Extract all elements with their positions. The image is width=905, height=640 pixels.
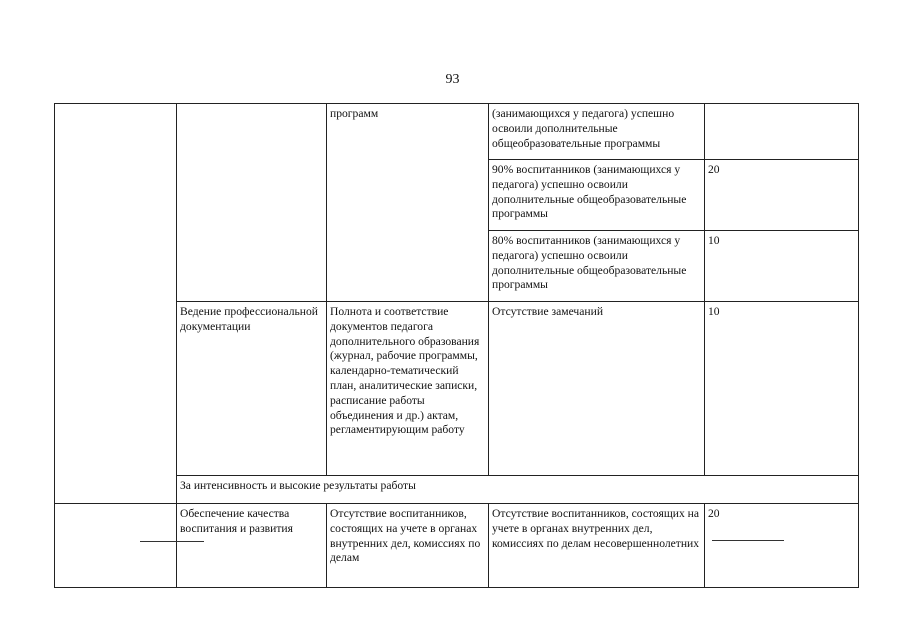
criterion-cell: (занимающихся у педагога) успешно освоили дополнительные общеобразовательные программы (489, 104, 705, 160)
criterion-cell: Отсутствие замечаний (489, 302, 705, 476)
criterion-cell: Отсутствие воспитанников, состоящих на учете в органах внутренних дел, комиссиях по делам несовершеннолетних (489, 504, 705, 588)
table-cell-empty (177, 104, 327, 302)
points-cell: 20 (705, 160, 859, 231)
section-heading-cell: За интенсивность и высокие результаты работы (177, 476, 859, 504)
criteria-table (54, 103, 859, 588)
points-cell: 10 (705, 302, 859, 476)
criterion-cell: 80% воспитанников (занимающихся у педагога) успешно освоили дополнительные общеобразовательные программы (489, 231, 705, 302)
table-row (55, 504, 859, 588)
table-cell-empty (55, 504, 177, 588)
table-row (55, 104, 859, 160)
indicator-cell: Ведение профессиональной документации (177, 302, 327, 476)
description-cell: Отсутствие воспитанников, состоящих на учете в органах внутренних дел, комиссиях по делам (327, 504, 489, 588)
description-cell: программ (327, 104, 489, 302)
description-cell: Полнота и соответствие документов педагога дополнительного образования (журнал, рабочие программы, календарно-тематический план, аналитические записки, расписание работы объединения и др.) актам, регламентирующим работу (327, 302, 489, 476)
criterion-cell: 90% воспитанников (занимающихся у педагога) успешно освоили дополнительные общеобразовательные программы (489, 160, 705, 231)
points-cell: 10 (705, 231, 859, 302)
scan-mark (140, 541, 204, 542)
indicator-cell: Обеспечение качества воспитания и развития (177, 504, 327, 588)
points-cell (705, 104, 859, 160)
page-number: 93 (445, 72, 460, 87)
scan-mark (712, 540, 784, 541)
table-cell-empty (55, 104, 177, 504)
points-cell: 20 (705, 504, 859, 588)
